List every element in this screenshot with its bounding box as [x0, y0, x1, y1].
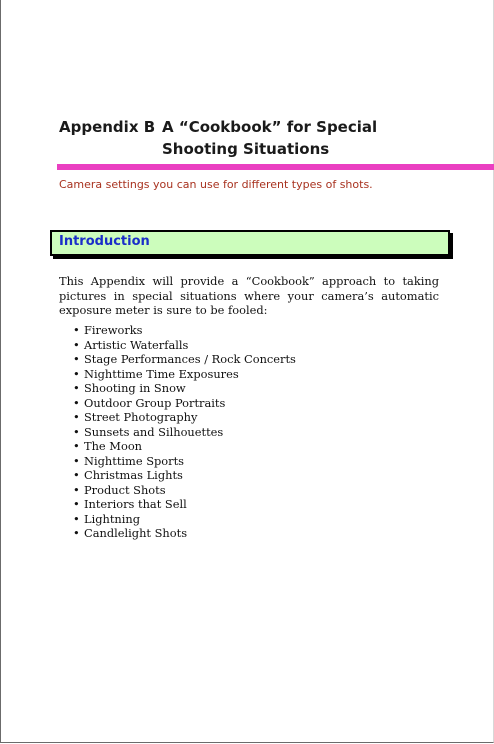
- list-item: • Product Shots: [73, 483, 296, 498]
- list-item: • Interiors that Sell: [73, 497, 296, 512]
- list-item: • Nighttime Time Exposures: [73, 367, 296, 382]
- appendix-title-line-1: A “Cookbook” for Special: [162, 118, 378, 136]
- appendix-title-line-2: Shooting Situations: [162, 140, 330, 158]
- list-item: • Candlelight Shots: [73, 526, 296, 541]
- list-item: • Nighttime Sports: [73, 454, 296, 469]
- intro-paragraph: This Appendix will provide a “Cookbook” approach to taking pictures in special situations where your camera’s automatic exposure meter is sure to be fooled:: [59, 274, 439, 317]
- list-item: • Sunsets and Silhouettes: [73, 425, 296, 440]
- list-item: • Fireworks: [73, 323, 296, 338]
- section-heading: Introduction: [59, 234, 150, 249]
- list-item: • Outdoor Group Portraits: [73, 396, 296, 411]
- title-divider-rule: [57, 164, 494, 170]
- list-item: • Artistic Waterfalls: [73, 338, 296, 353]
- appendix-label: Appendix B: [59, 118, 156, 136]
- section-heading-box: [50, 230, 450, 256]
- list-item: • Lightning: [73, 512, 296, 527]
- appendix-subtitle: Camera settings you can use for different types of shots.: [59, 178, 373, 191]
- list-item: • Christmas Lights: [73, 468, 296, 483]
- list-item: • Stage Performances / Rock Concerts: [73, 352, 296, 367]
- list-item: • Shooting in Snow: [73, 381, 296, 396]
- list-item: • The Moon: [73, 439, 296, 454]
- topic-list: [73, 323, 296, 541]
- list-item: • Street Photography: [73, 410, 296, 425]
